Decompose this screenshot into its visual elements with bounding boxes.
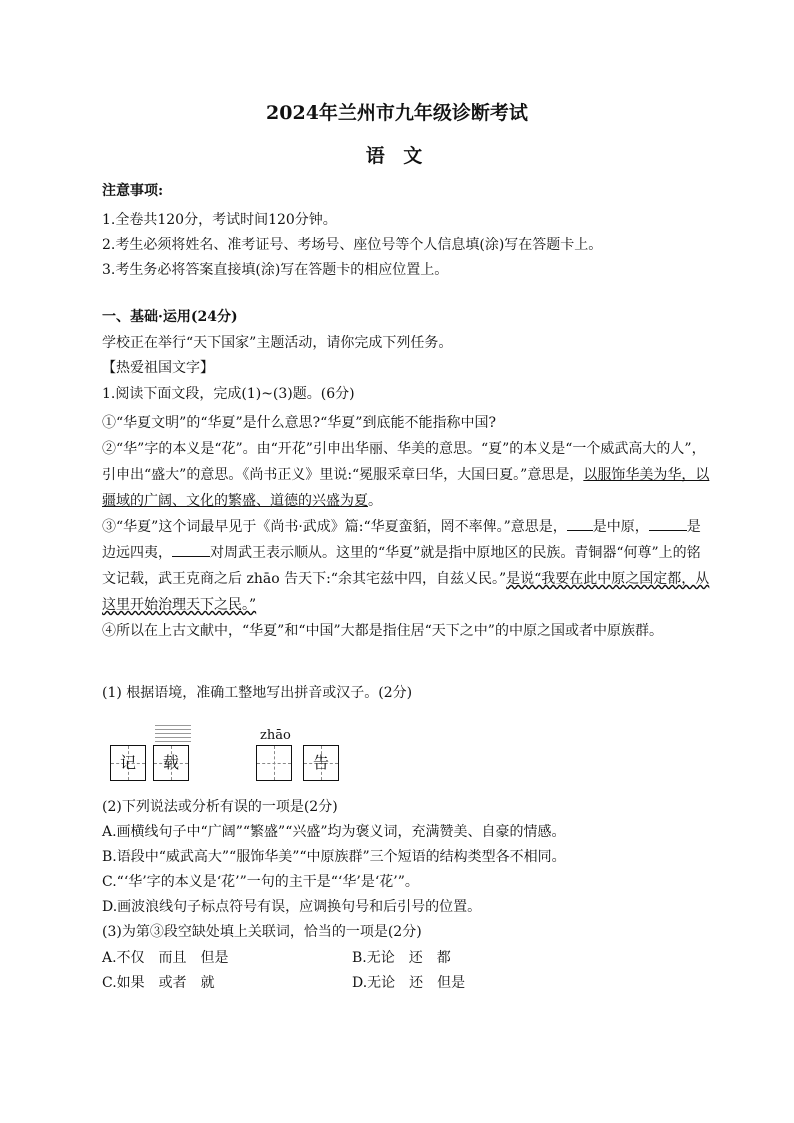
blank-2[interactable] [649, 516, 687, 531]
notice-item-1: 1.全卷共120分，考试时间120分钟。 [102, 212, 337, 228]
char-box-2: 载 [153, 745, 189, 781]
char-box-1: 记 [110, 745, 146, 781]
char-box-3-empty[interactable] [256, 745, 292, 781]
option-3d: D.无论 还 但是 [352, 975, 466, 991]
pinyin-writing-lines[interactable] [155, 722, 191, 740]
passage-para-3: ③“华夏”这个词最早见于《尚书·武成》篇:“华夏蛮貊，罔不率俾。”意思是， 是中原， 是边远四夷， 对周武王表示顺从。这里的“华夏”就是指中原地区的民族。青铜器“何尊”上的铭文记载，武王克商之后 zhāo 告天下:“余其宅兹中四，自兹乂民。”是说“我要在此中原之国定都，从这里开始治理天下之民。” [102, 514, 712, 618]
exam-title: 2024年兰州市九年级诊断考试 [266, 102, 528, 124]
notice-item-2: 2.考生必须将姓名、准考证号、考场号、座位号等个人信息填(涂)写在答题卡上。 [102, 237, 603, 253]
blank-1[interactable] [567, 516, 593, 531]
notice-heading: 注意事项: [102, 183, 164, 199]
notice-item-3: 3.考生务必将答案直接填(涂)写在答题卡的相应位置上。 [102, 262, 449, 278]
passage-para-1: ①“华夏文明”的“华夏”是什么意思?“华夏”到底能不能指称中国? [102, 415, 496, 431]
passage [102, 410, 712, 644]
underlined-sentence: 以服饰华美为华，以疆域的广阔、文化的繁盛、道德的兴盛为夏 [102, 467, 710, 509]
sub-question-2: (2)下列说法或分析有误的一项是(2分) [102, 799, 338, 815]
option-3c: C.如果 或者 就 [102, 975, 215, 991]
passage-para-2: ②“华”字的本义是“花”。由“开花”引申出华丽、华美的意思。“夏”的本义是“一个威武高大的人”，引申出“盛大”的意思。《尚书正义》里说:“冕服采章曰华，大国曰夏。”意思是，以服饰华美为华，以疆域的广阔、文化的繁盛、道德的兴盛为夏。 [102, 441, 710, 509]
section-intro: 学校正在举行“天下国家”主题活动，请你完成下列任务。 [102, 335, 453, 351]
blank-3[interactable] [172, 542, 210, 557]
task-label: 【热爱祖国文字】 [102, 360, 214, 376]
wavy-sentence: 是说“我要在此中原之国定都，从这里开始治理天下之民。” [102, 571, 710, 613]
sub-question-3: (3)为第③段空缺处填上关联词，恰当的一项是(2分) [102, 924, 422, 940]
question-1: 1.阅读下面文段，完成(1)~(3)题。(6分) [102, 386, 355, 402]
passage-para-4: ④所以在上古文献中，“华夏”和“中国”大都是指住居“天下之中”的中原之国或者中原族群。 [102, 623, 663, 639]
option-3b: B.无论 还 都 [352, 950, 451, 966]
char-box-4: 告 [303, 745, 339, 781]
section-heading: 一、基础·运用(24分) [102, 309, 238, 325]
pinyin-label: zhāo [260, 728, 291, 743]
sub-question-1: (1) 根据语境，准确工整地写出拼音或汉子。(2分) [102, 685, 413, 701]
option-2c: C.“‘华’字的本义是‘花’”一句的主干是“‘华’是‘花’”。 [102, 874, 419, 890]
subject-title: 语 文 [365, 145, 429, 167]
option-3a: A.不仅 而且 但是 [102, 950, 229, 966]
option-2a: A.画横线句子中“广阔”“繁盛”“兴盛”均为褒义词，充满赞美、自豪的情感。 [102, 824, 566, 840]
option-2b: B.语段中“威武高大”“服饰华美”“中原族群”三个短语的结构类型各不相同。 [102, 849, 566, 865]
option-2d: D.画波浪线句子标点符号有误，应调换句号和后引号的位置。 [102, 899, 482, 915]
